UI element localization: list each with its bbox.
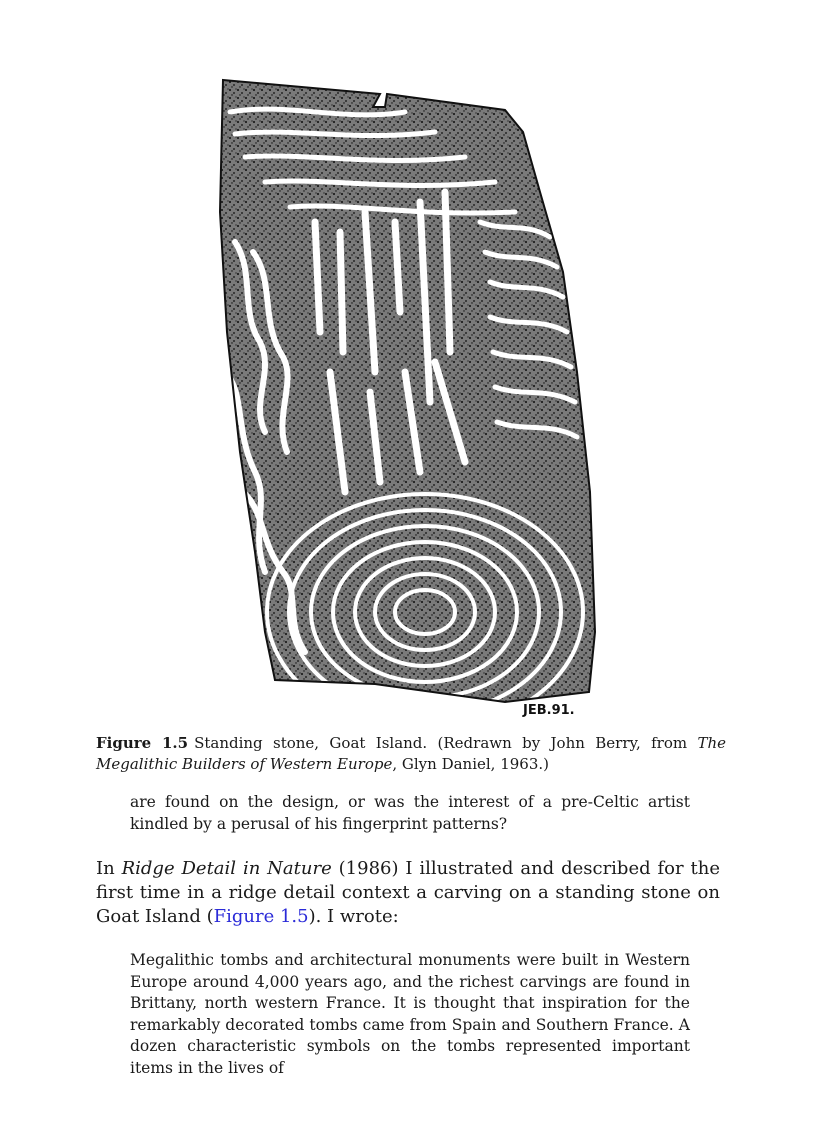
para-start: In bbox=[96, 858, 122, 879]
caption-book-title: The Megalithic Builders of Western Europe bbox=[96, 734, 726, 773]
para-book-title: Ridge Detail in Nature bbox=[121, 858, 332, 879]
figure-reference-link[interactable]: Figure 1.5 bbox=[213, 906, 309, 927]
artist-signature: JEB.91. bbox=[523, 703, 575, 718]
para-end: ). I wrote: bbox=[308, 906, 399, 927]
block-quote-top: are found on the design, or was the interest of a pre-Celtic artist kindled by a perusal of his fingerprint patterns? bbox=[130, 793, 690, 833]
standing-stone-illustration bbox=[205, 72, 603, 720]
figure-label: Figure 1.5 bbox=[96, 734, 189, 752]
standing-stone-figure bbox=[205, 72, 603, 720]
figure-caption bbox=[96, 733, 726, 775]
para-middle: (1986) I illustrated and described for the first time in a ridge detail context a carving on a standing stone on Goat Island ( bbox=[96, 858, 720, 927]
body-paragraph bbox=[96, 857, 720, 929]
block-quote-bottom: Megalithic tombs and architectural monuments were built in Western Europe around 4,000 years ago, and the richest carvings are found in Brittany, north western France. It is thought that inspiration for the remarkably decorated tombs came from Spain and Southern France. A dozen characteristic symbols on the tombs represented important items in the lives of bbox=[130, 951, 690, 1077]
caption-text-before: Standing stone, Goat Island. (Redrawn by John Berry, from bbox=[194, 734, 698, 752]
caption-text-after: , Glyn Daniel, 1963.) bbox=[392, 755, 549, 773]
